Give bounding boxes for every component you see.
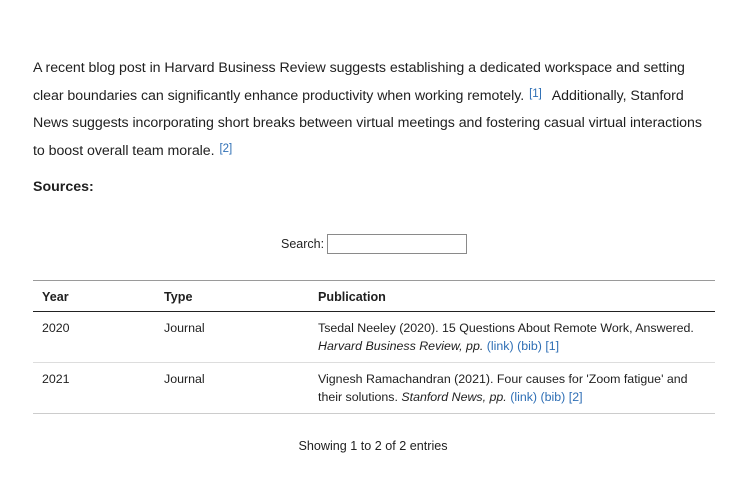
publication-venue: Harvard Business Review, pp. <box>318 339 484 353</box>
search-label: Search: <box>281 237 325 251</box>
citation-link-1[interactable]: [1] <box>529 88 542 101</box>
publication-link[interactable]: (link) <box>510 390 538 404</box>
cell-year: 2020 <box>33 312 155 363</box>
citation-link-2[interactable]: [2] <box>219 142 233 155</box>
publication-title: Tsedal Neeley (2020). 15 Questions About Remote Work, Answered. <box>318 321 694 335</box>
cell-publication <box>309 312 715 363</box>
article-body <box>33 55 715 195</box>
publication-title: Vignesh Ramachandran (2021). Four causes for 'Zoom fatigue' and their solutions. <box>318 372 688 404</box>
search-container <box>281 234 467 254</box>
sources-table <box>33 280 715 414</box>
cell-year: 2021 <box>33 363 155 414</box>
table-row <box>33 363 715 414</box>
column-header-publication[interactable]: Publication <box>309 281 715 312</box>
table-row <box>33 312 715 363</box>
publication-venue: Stanford News, pp. <box>401 390 507 404</box>
publication-bib-link[interactable]: (bib) <box>517 339 542 353</box>
publication-link[interactable]: (link) <box>486 339 514 353</box>
publication-ref-link[interactable]: [2] <box>568 390 583 404</box>
table-header-row <box>33 281 715 312</box>
table-info: Showing 1 to 2 of 2 entries <box>298 439 448 453</box>
sentence-1: A recent blog post in Harvard Business Review suggests establishing a dedicated workspace and setting clear boundaries can significantly enhance productivity when working remotely. <box>33 60 685 105</box>
cell-publication <box>309 363 715 414</box>
cell-type: Journal <box>155 363 309 414</box>
column-header-year[interactable]: Year <box>33 281 155 312</box>
publication-bib-link[interactable]: (bib) <box>540 390 566 404</box>
column-header-type[interactable]: Type <box>155 281 309 312</box>
search-input[interactable] <box>327 234 467 254</box>
sentence-2: Additionally, Stanford News suggests incorporating short breaks between virtual meetings and fostering casual virtual interactions to boost overall team morale. <box>33 88 702 159</box>
article-paragraph <box>33 55 715 164</box>
publication-ref-link[interactable]: [1] <box>545 339 560 353</box>
sources-heading: Sources: <box>33 179 94 196</box>
cell-type: Journal <box>155 312 309 363</box>
